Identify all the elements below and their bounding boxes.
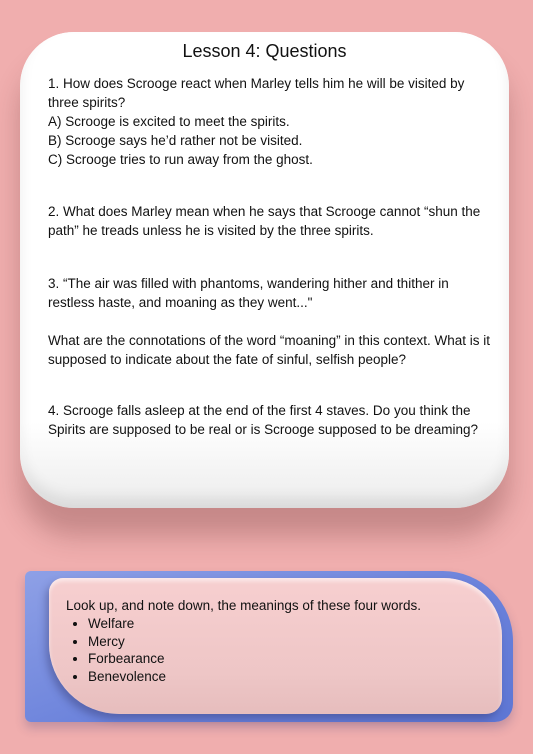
question-4-line-1: 4. Scrooge falls asleep at the end of the first 4 staves. Do you think the: [48, 403, 471, 418]
word-list: [66, 615, 421, 685]
word-list-item: • Welfare: [88, 615, 421, 633]
word-list-item: • Forbearance: [88, 650, 421, 668]
question-1-line-2: three spirits?: [48, 95, 126, 110]
question-2-line-1: 2. What does Marley mean when he says that Scrooge cannot “shun the: [48, 204, 481, 219]
question-3-line-3: What are the connotations of the word “moaning” in this context. What is it: [48, 333, 490, 348]
question-1-option-c: C) Scrooge tries to run away from the ghost.: [48, 152, 313, 167]
question-3-spacer: [48, 312, 494, 331]
question-3-line-4: supposed to indicate about the fate of sinful, selfish people?: [48, 352, 407, 367]
question-2: [48, 202, 494, 240]
questions-card: [20, 32, 509, 508]
question-1: [48, 74, 494, 169]
question-3: [48, 274, 494, 369]
question-4: [48, 401, 494, 439]
question-3-line-1: 3. “The air was filled with phantoms, wandering hither and thither in: [48, 276, 449, 291]
question-1-option-a: A) Scrooge is excited to meet the spirits.: [48, 114, 290, 129]
word-list-item: • Mercy: [88, 633, 421, 651]
question-1-line-1: 1. How does Scrooge react when Marley tells him he will be visited by: [48, 76, 465, 91]
question-2-line-2: path” he treads unless he is visited by the three spirits.: [48, 223, 374, 238]
task-instruction: Look up, and note down, the meanings of these four words.: [66, 598, 421, 613]
question-4-line-2: Spirits are supposed to be real or is Scrooge supposed to be dreaming?: [48, 422, 479, 437]
question-1-option-b: B) Scrooge says he’d rather not be visited.: [48, 133, 303, 148]
lesson-title: Lesson 4: Questions: [182, 41, 347, 61]
task-content: [66, 597, 421, 685]
word-list-item: • Benevolence: [88, 668, 421, 686]
question-3-line-2: restless haste, and moaning as they went...": [48, 295, 313, 310]
